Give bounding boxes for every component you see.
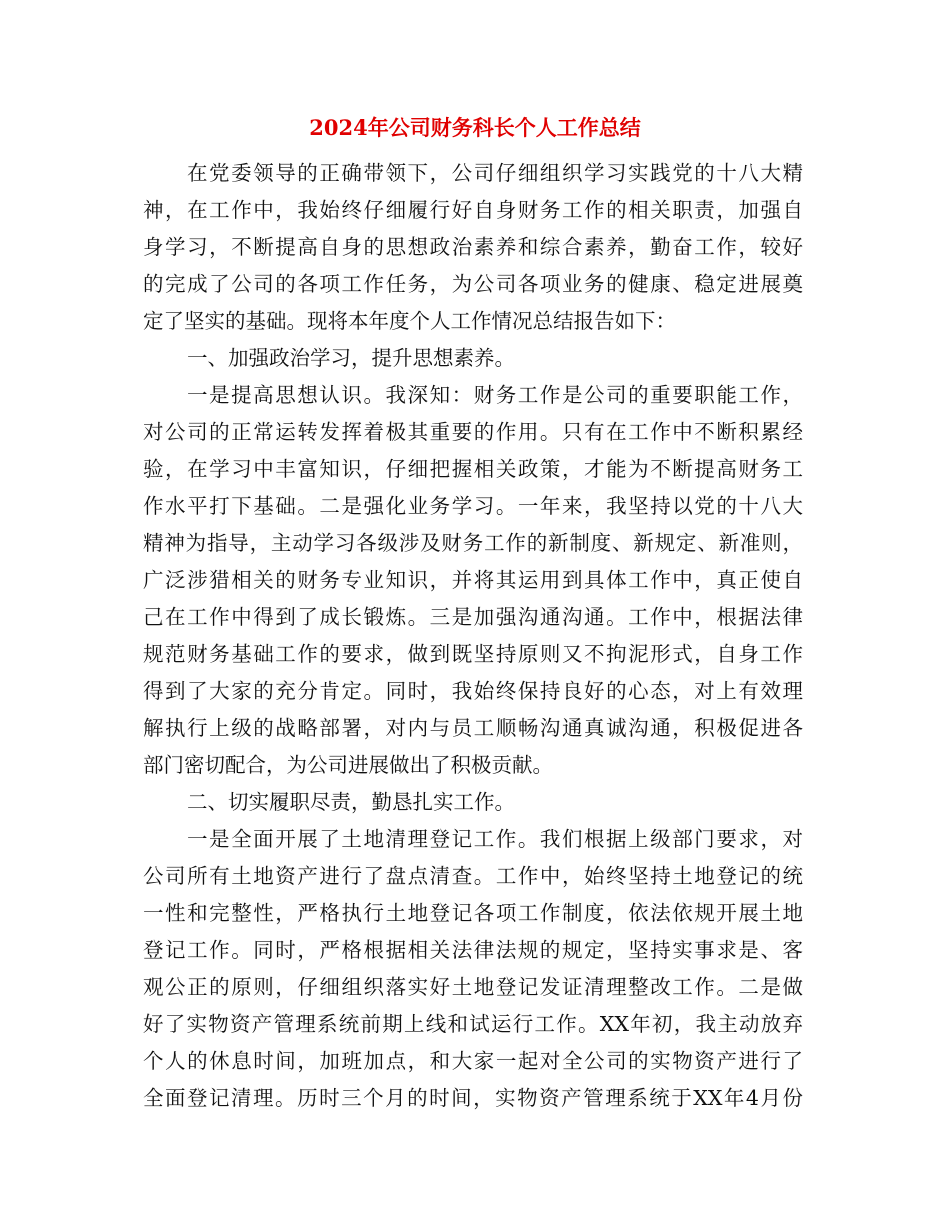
text-line: 部门密切配合，为公司进展做出了积极贡献。 [143,753,553,777]
text-line: 全面登记清理。历时三个月的时间，实物资产管理系统于XX年4月份 [143,1086,803,1110]
text-line: 的完成了公司的各项工作任务，为公司各项业务的健康、稳定进展奠 [143,272,803,296]
text-line: 好了实物资产管理系统前期上线和试运行工作。XX年初，我主动放弃 [143,1012,803,1036]
text-line: 一是提高思想认识。我深知：财务工作是公司的重要职能工作， [187,383,803,407]
text-line: 验，在学习中丰富知识，仔细把握相关政策，才能为不断提高财务工 [143,457,803,481]
text-line: 精神为指导，主动学习各级涉及财务工作的新制度、新规定、新准则， [143,531,803,555]
text-line: 规范财务基础工作的要求，做到既坚持原则又不拘泥形式，自身工作 [143,642,803,666]
text-line: 作水平打下基础。二是强化业务学习。一年来，我坚持以党的十八大 [143,494,803,518]
text-line: 己在工作中得到了成长锻炼。三是加强沟通沟通。工作中，根据法律 [143,605,803,629]
document-body [143,155,803,1117]
text-line: 神，在工作中，我始终仔细履行好自身财务工作的相关职责，加强自 [143,198,803,222]
text-line: 在党委领导的正确带领下，公司仔细组织学习实践党的十八大精 [187,161,803,185]
text-line: 二、切实履职尽责，勤恳扎实工作。 [187,790,515,814]
text-line: 身学习，不断提高自身的思想政治素养和综合素养，勤奋工作，较好 [143,235,803,259]
text-line: 公司所有土地资产进行了盘点清查。工作中，始终坚持土地登记的统 [143,864,803,888]
text-line: 观公正的原则，仔细组织落实好土地登记发证清理整改工作。二是做 [143,975,803,999]
document-title: 2024年公司财务科长个人工作总结 [309,115,641,140]
text-line: 一、加强政治学习，提升思想素养。 [187,346,515,370]
text-line: 对公司的正常运转发挥着极其重要的作用。只有在工作中不断积累经 [143,420,803,444]
text-line: 定了坚实的基础。现将本年度个人工作情况总结报告如下： [143,309,676,333]
text-line: 个人的休息时间，加班加点，和大家一起对全公司的实物资产进行了 [143,1049,803,1073]
text-line: 解执行上级的战略部署，对内与员工顺畅沟通真诚沟通，积极促进各 [143,716,803,740]
text-line: 一性和完整性，严格执行土地登记各项工作制度，依法依规开展土地 [143,901,803,925]
text-line: 登记工作。同时，严格根据相关法律法规的规定，坚持实事求是、客 [143,938,803,962]
text-line: 得到了大家的充分肯定。同时，我始终保持良好的心态，对上有效理 [143,679,803,703]
text-line: 一是全面开展了土地清理登记工作。我们根据上级部门要求，对 [187,827,803,851]
text-line: 广泛涉猎相关的财务专业知识，并将其运用到具体工作中，真正使自 [143,568,803,592]
